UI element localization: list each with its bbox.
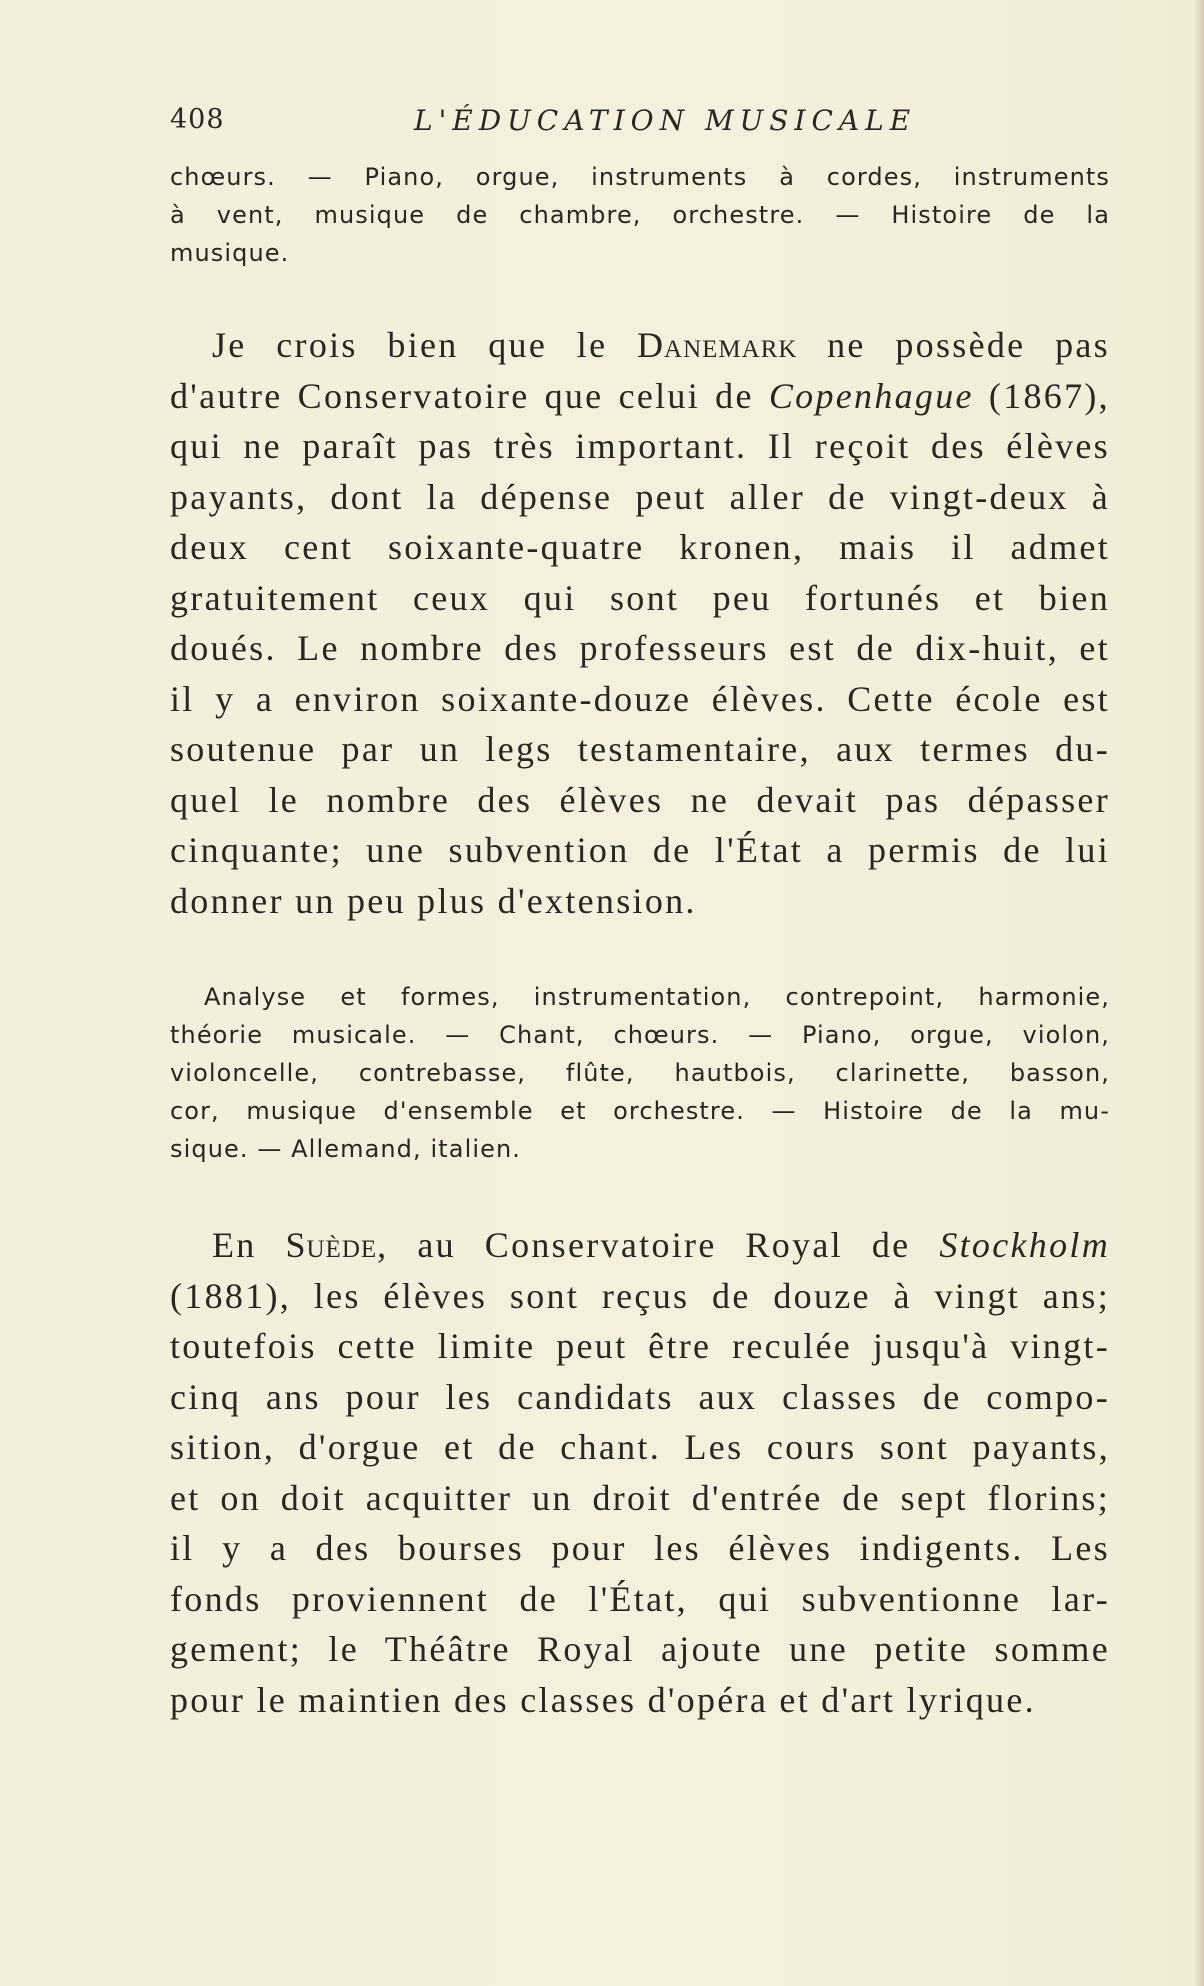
course-list-continued <box>170 158 1110 272</box>
text-line: pour le maintien des classes d'opéra et d'art lyrique. <box>170 1679 1036 1720</box>
paragraph-suede <box>170 1220 1110 1725</box>
text-line: cinq ans pour les candidats aux classes de compo- <box>170 1376 1110 1417</box>
text-line: sique. — Allemand, italien. <box>170 1135 522 1163</box>
text-line: quel le nombre des élèves ne devait pas dépasser <box>170 779 1110 820</box>
text-line: payants, dont la dépense peut aller de vingt-deux à <box>170 476 1110 517</box>
text-run: Je crois bien que le <box>212 325 638 365</box>
text-line: sition, d'orgue et de chant. Les cours sont payants, <box>170 1427 1110 1467</box>
page-header <box>170 104 1110 140</box>
text-line: Analyse et formes, instrumentation, contrepoint, harmonie, <box>204 983 1110 1011</box>
paragraph-danemark <box>170 320 1110 926</box>
text-line: gratuitement ceux qui sont peu fortunés et bien <box>170 577 1110 618</box>
country-name-danemark: Danemark <box>637 325 798 365</box>
text-run: , au Conservatoire Royal de <box>377 1225 940 1265</box>
text-run: ne possède pas <box>797 325 1110 365</box>
text-run: d'autre Conservatoire que celui de <box>170 375 769 416</box>
text-line: cinquante; une subvention de l'État a permis de lui <box>170 830 1110 870</box>
country-name-suede: Suède <box>285 1225 378 1265</box>
text-line: toutefois cette limite peut être reculée jusqu'à vingt- <box>170 1326 1110 1366</box>
city-name-copenhague: Copenhague <box>768 375 974 416</box>
page-number: 408 <box>170 104 225 135</box>
text-line: théorie musicale. — Chant, chœurs. — Piano, orgue, violon, <box>170 1021 1110 1049</box>
page-edge-shadow <box>1194 0 1204 1986</box>
text-line <box>170 320 1110 371</box>
text-line <box>170 371 1110 422</box>
text-line: il y a des bourses pour les élèves indigents. Les <box>170 1528 1110 1568</box>
text-line <box>170 1220 1110 1271</box>
text-run: (1867), <box>973 375 1110 416</box>
text-run: En <box>212 1225 286 1265</box>
text-line: violoncelle, contrebasse, flûte, hautbois, clarinette, basson, <box>170 1059 1110 1087</box>
text-line: chœurs. — Piano, orgue, instruments à cordes, instruments <box>170 163 1110 191</box>
text-line: cor, musique d'ensemble et orchestre. — Histoire de la mu- <box>170 1097 1110 1125</box>
text-line: deux cent soixante-quatre kronen, mais il admet <box>170 527 1110 567</box>
course-list-danemark <box>170 978 1110 1168</box>
text-line: gement; le Théâtre Royal ajoute une petite somme <box>170 1629 1110 1669</box>
text-line: (1881), les élèves sont reçus de douze à vingt ans; <box>170 1275 1110 1316</box>
text-line: donner un peu plus d'extension. <box>170 880 697 921</box>
running-title: L'ÉDUCATION MUSICALE <box>414 104 917 137</box>
text-line: fonds proviennent de l'État, qui subventionne lar- <box>170 1578 1110 1619</box>
text-line: il y a environ soixante-douze élèves. Cette école est <box>170 678 1110 719</box>
text-line: musique. <box>170 239 290 267</box>
text-line: à vent, musique de chambre, orchestre. — Histoire de la <box>170 201 1110 229</box>
text-line: doués. Le nombre des professeurs est de dix-huit, et <box>170 628 1110 668</box>
city-name-stockholm: Stockholm <box>939 1225 1110 1265</box>
text-line: soutenue par un legs testamentaire, aux termes du- <box>170 729 1110 769</box>
text-line: et on doit acquitter un droit d'entrée de sept florins; <box>170 1477 1110 1518</box>
text-line: qui ne paraît pas très important. Il reçoit des élèves <box>170 426 1110 466</box>
